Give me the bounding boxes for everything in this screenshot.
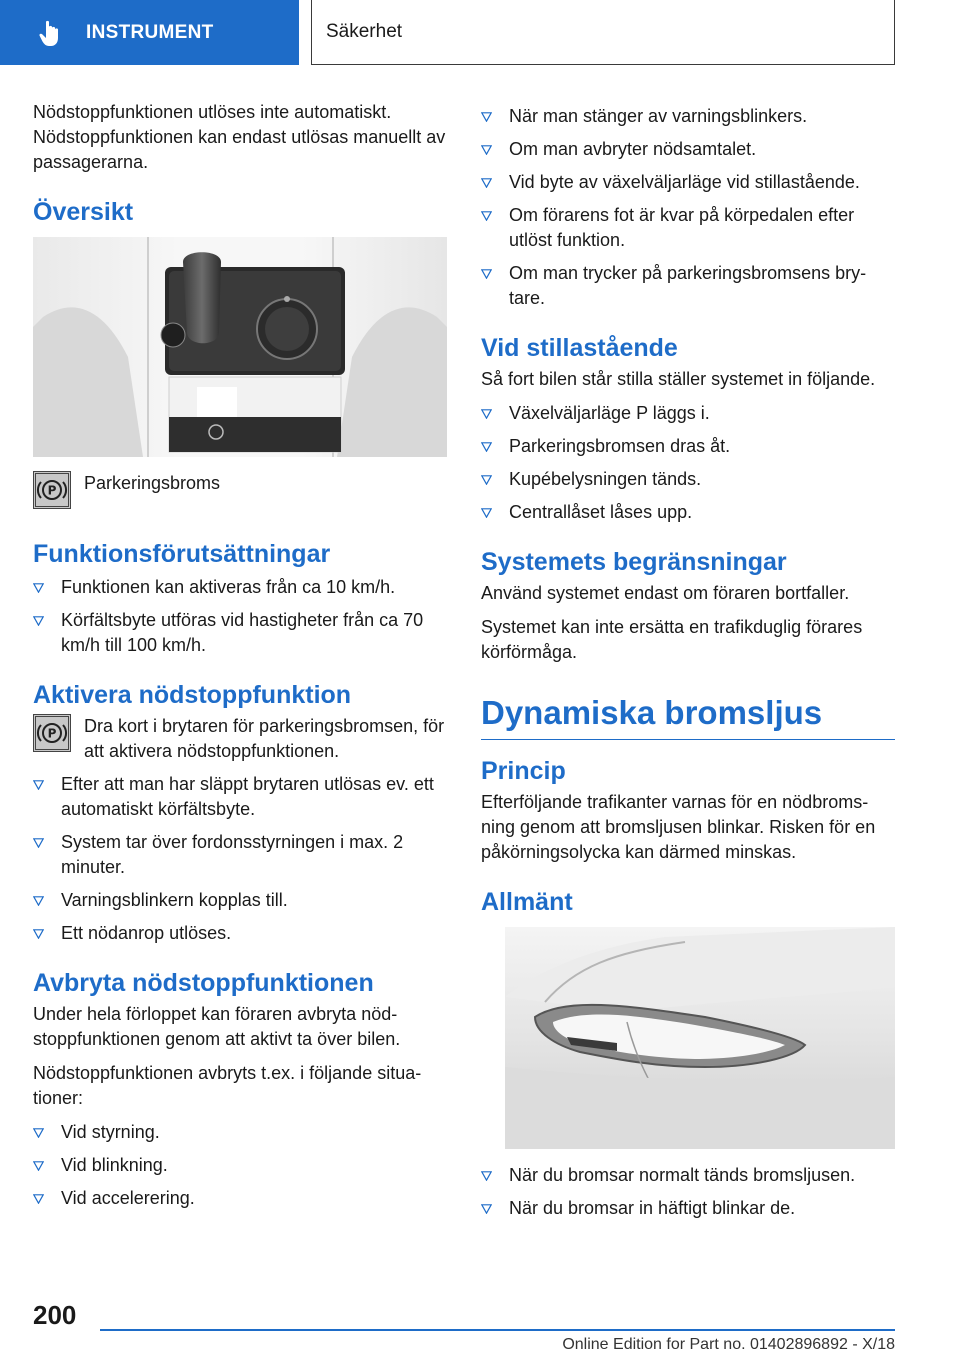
- list-item-text: Om förarens fot är kvar på körpedalen efter utlöst funktion.: [509, 205, 855, 250]
- list-item-text: Varningsblinkern kopplas till.: [61, 890, 288, 910]
- edition-text: Online Edition for Part no. 01402896892 - X/18: [562, 1336, 895, 1353]
- list-item: [481, 137, 895, 162]
- list-item: [33, 1153, 447, 1178]
- avbryta-paragraph-1: Under hela förloppet kan föraren avbryta nödstoppfunktionen genom att aktivt ta över bilen.: [33, 1004, 401, 1049]
- aktivera-row: [33, 714, 447, 764]
- gear-selector-photo: [33, 237, 447, 457]
- list-item: [481, 104, 895, 129]
- list-item-text: Vid accelerering.: [61, 1188, 195, 1208]
- triangle-bullet-icon: [33, 1128, 44, 1138]
- list-item: [33, 575, 447, 600]
- left-column: [33, 100, 447, 1219]
- aktivera-list: [33, 772, 447, 946]
- footer-divider: [100, 1329, 895, 1331]
- list-item: [33, 608, 447, 658]
- oversikt-heading: Översikt: [33, 198, 134, 226]
- funktion-heading: Funktionsförutsättningar: [33, 540, 331, 568]
- list-item-text: Funktionen kan aktiveras från ca 10 km/h.: [61, 577, 396, 597]
- triangle-bullet-icon: [33, 1161, 44, 1171]
- list-item-text: När du bromsar normalt tänds bromsljusen.: [509, 1165, 856, 1185]
- chapter-title: Säkerhet: [326, 21, 403, 42]
- triangle-bullet-icon: [481, 1171, 492, 1181]
- aktivera-text: Dra kort i brytaren för parkeringsbromsen, för att aktivera nödstoppfunktionen.: [84, 716, 445, 761]
- hand-pointer-icon: [36, 18, 66, 48]
- avbryta-paragraph-2: Nödstoppfunktionen avbryts t.ex. i följande situationer:: [33, 1063, 422, 1108]
- list-item-text: När man stänger av varningsblinkers.: [509, 106, 808, 126]
- triangle-bullet-icon: [481, 145, 492, 155]
- page-number: 200: [33, 1300, 77, 1330]
- parking-brake-caption: Parkeringsbroms: [84, 473, 221, 493]
- list-item: [481, 203, 895, 253]
- triangle-bullet-icon: [33, 616, 44, 626]
- intro-paragraph: Nödstoppfunktionen utlöses inte automatiskt. Nödstoppfunktionen kan endast utlösas manuellt av passagerarna.: [33, 102, 446, 172]
- triangle-bullet-icon: [481, 475, 492, 485]
- list-item: [481, 467, 895, 492]
- list-item-text: System tar över fordonsstyrningen i max. 2 minuter.: [61, 832, 404, 877]
- list-item-text: Vid styrning.: [61, 1122, 160, 1142]
- list-item-text: Växelväljarläge P läggs i.: [509, 403, 710, 423]
- stilla-heading: Vid stillastående: [481, 334, 678, 362]
- list-item: [33, 921, 447, 946]
- top-list: [481, 104, 895, 311]
- chapter-header: [311, 0, 895, 65]
- avbryta-heading: Avbryta nödstoppfunktionen: [33, 969, 374, 997]
- triangle-bullet-icon: [481, 112, 492, 122]
- dynamiska-bromsljus-heading: Dynamiska bromsljus: [481, 693, 895, 740]
- allmant-heading: Allmänt: [481, 888, 573, 916]
- list-item: [481, 1163, 895, 1188]
- triangle-bullet-icon: [481, 211, 492, 221]
- parking-brake-icon: [33, 714, 71, 752]
- triangle-bullet-icon: [481, 409, 492, 419]
- parking-brake-row: [33, 471, 447, 509]
- funktion-list: [33, 575, 447, 658]
- list-item: [481, 401, 895, 426]
- list-item: [481, 261, 895, 311]
- list-item: [33, 830, 447, 880]
- right-column: [481, 100, 895, 1229]
- avbryta-list: [33, 1120, 447, 1211]
- triangle-bullet-icon: [481, 508, 492, 518]
- triangle-bullet-icon: [33, 896, 44, 906]
- svg-text:P: P: [47, 483, 57, 498]
- list-item: [481, 434, 895, 459]
- begransningar-heading: Systemets begränsningar: [481, 548, 787, 576]
- list-item-text: Vid byte av växelväljarläge vid stillastående.: [509, 172, 860, 192]
- aktivera-heading: Aktivera nödstoppfunktion: [33, 681, 352, 709]
- triangle-bullet-icon: [481, 269, 492, 279]
- parking-brake-icon: [33, 471, 71, 509]
- section-tab[interactable]: [0, 0, 299, 65]
- begransningar-paragraph-2: Systemet kan inte ersätta en trafikduglig förares körförmåga.: [481, 617, 863, 662]
- list-item: [33, 888, 447, 913]
- triangle-bullet-icon: [481, 178, 492, 188]
- list-item: [33, 772, 447, 822]
- list-item: [481, 500, 895, 525]
- list-item-text: Efter att man har släppt brytaren utlösas ev. ett automatiskt körfältsbyte.: [61, 774, 434, 819]
- allmant-list: [481, 1163, 895, 1221]
- list-item-text: Ett nödanrop utlöses.: [61, 923, 232, 943]
- section-tab-label: INSTRUMENT: [86, 21, 214, 43]
- triangle-bullet-icon: [481, 1204, 492, 1214]
- princip-text: Efterföljande trafikanter varnas för en nödbromsning genom att bromsljusen blinkar. Risken för en påkörningsolycka kan därmed minskas.: [481, 792, 876, 862]
- svg-text:P: P: [47, 726, 57, 741]
- brake-light-photo: [505, 927, 895, 1149]
- list-item-text: När du bromsar in häftigt blinkar de.: [509, 1198, 796, 1218]
- triangle-bullet-icon: [481, 442, 492, 452]
- triangle-bullet-icon: [33, 838, 44, 848]
- list-item-text: Parkeringsbromsen dras åt.: [509, 436, 731, 456]
- princip-heading: Princip: [481, 757, 566, 785]
- list-item: [481, 170, 895, 195]
- list-item-text: Centrallåset låses upp.: [509, 502, 693, 522]
- stilla-list: [481, 401, 895, 525]
- list-item-text: Vid blinkning.: [61, 1155, 168, 1175]
- triangle-bullet-icon: [33, 1194, 44, 1204]
- list-item: [33, 1120, 447, 1145]
- list-item-text: Kupébelysningen tänds.: [509, 469, 702, 489]
- stilla-text: Så fort bilen står stilla ställer systemet in följande.: [481, 369, 876, 389]
- list-item: [481, 1196, 895, 1221]
- begransningar-paragraph-1: Använd systemet endast om föraren bortfaller.: [481, 583, 850, 603]
- list-item-text: Körfältsbyte utföras vid hastigheter från ca 70 km/h till 100 km/h.: [61, 610, 424, 655]
- triangle-bullet-icon: [33, 929, 44, 939]
- list-item-text: Om man trycker på parkeringsbromsens brytare.: [509, 263, 867, 308]
- triangle-bullet-icon: [33, 780, 44, 790]
- list-item: [33, 1186, 447, 1211]
- triangle-bullet-icon: [33, 583, 44, 593]
- list-item-text: Om man avbryter nödsamtalet.: [509, 139, 757, 159]
